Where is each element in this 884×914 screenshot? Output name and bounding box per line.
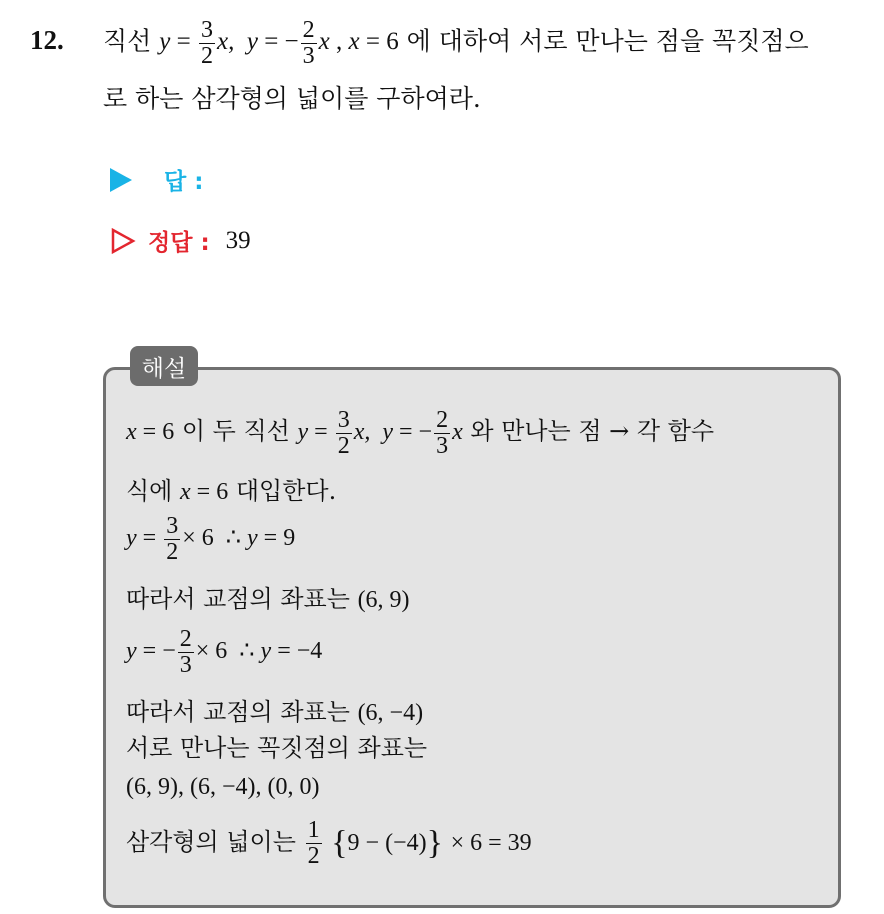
play-arrow-icon	[110, 168, 132, 192]
correct-answer-value: 39	[225, 226, 251, 254]
solution-line-4: 따라서 교점의 좌표는 (6, 9)	[126, 585, 410, 613]
solution-line-9: 삼각형의 넓이는 $\frac{1}{2}$ {9 − (−4)} × 6 = 39	[126, 817, 532, 870]
question-line-2: 로 하는 삼각형의 넓이를 구하여라.	[103, 84, 481, 113]
answer-label: 답 :	[164, 169, 204, 195]
solution-line-5: y = − $\frac{2}{3}$ × 6 ∴ y = −4	[126, 626, 323, 679]
solution-line-1: x = 6 이 두 직선 y = $\frac{3}{2}$ x, y = − $\frac{2}{3}$ x 와 만나는 점 → 각 함수	[126, 407, 715, 460]
solution-line-8: (6, 9), (6, −4), (0, 0)	[126, 774, 320, 800]
outline-arrow-icon	[110, 228, 136, 254]
solution-line-7: 서로 만나는 꼭짓점의 좌표는	[126, 734, 428, 762]
solution-line-2: 식에 x = 6 대입한다.	[126, 477, 337, 505]
solution-line-6: 따라서 교점의 좌표는 (6, −4)	[126, 698, 424, 726]
answer-input-row[interactable]	[110, 163, 203, 196]
question-text-cont: 에 대하여 서로 만나는 점을 꼭짓점으	[406, 26, 809, 56]
equation-y1: y = $\frac{3}{2}$ x, y = − $\frac{2}{3}$ x , x = 6	[159, 17, 399, 70]
solution-line-3: y = $\frac{3}{2}$ × 6 ∴ y = 9	[126, 513, 296, 566]
question-text: 직선	[103, 26, 152, 56]
question-number: 12.	[30, 25, 64, 55]
correct-answer-row	[110, 224, 251, 257]
correct-answer-label: 정답 :	[148, 230, 210, 256]
solution-tag: 해설	[130, 346, 198, 386]
question-line-1	[103, 18, 809, 69]
